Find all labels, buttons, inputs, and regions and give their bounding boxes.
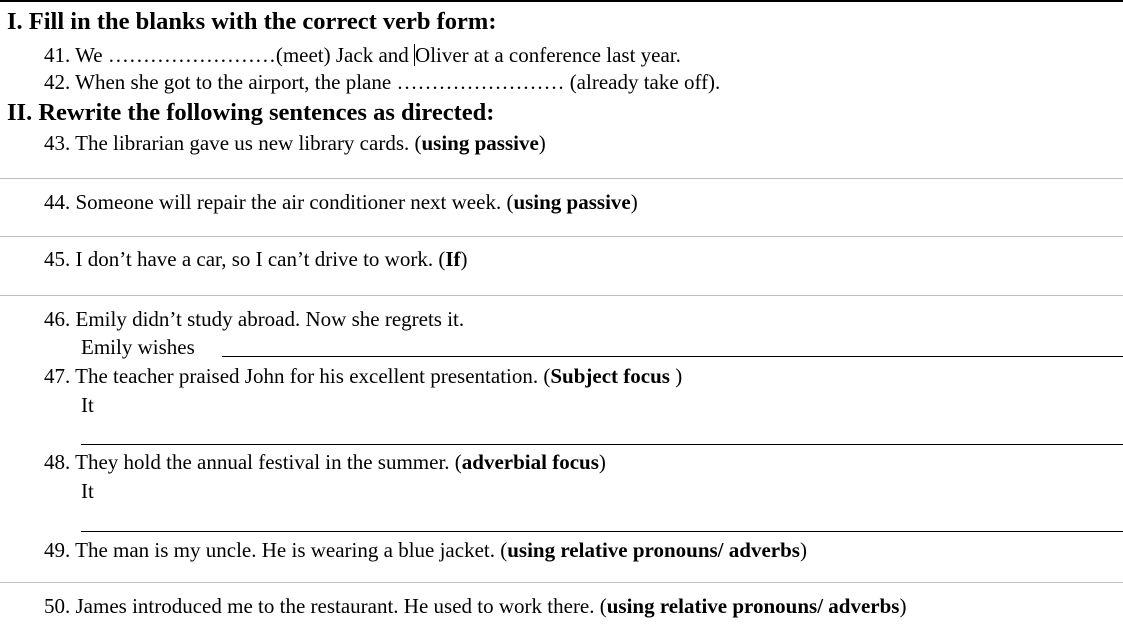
question-text-cont[interactable]: Oliver at a conference last year.	[415, 43, 681, 67]
question-number: 48.	[44, 450, 71, 474]
question-43: 43. The librarian gave us new library cards. (using passive)	[44, 131, 546, 155]
instruction-hint: using relative pronouns/ adverbs	[507, 538, 800, 562]
question-number: 49.	[44, 538, 71, 562]
question-number: 41.	[44, 43, 71, 67]
instruction-hint: using passive	[421, 131, 539, 155]
answer-line-49[interactable]	[0, 582, 1123, 583]
question-text[interactable]: When she got to the airport, the plane …………………… (already take off).	[75, 70, 721, 94]
question-text: The teacher praised John for his excellent presentation. (	[75, 364, 551, 388]
question-text: Emily didn’t study abroad. Now she regrets it.	[75, 307, 465, 331]
question-number: 43.	[44, 131, 71, 155]
question-50: 50. James introduced me to the restaurant. He used to work there. (using relative pronouns/ adverbs)	[44, 594, 907, 618]
question-text[interactable]: We ……………………(meet) Jack and	[75, 43, 415, 67]
question-46	[44, 309, 464, 330]
instruction-hint: using passive	[513, 190, 631, 214]
question-44: 44. Someone will repair the air conditioner next week. (using passive)	[44, 190, 638, 214]
section-1-heading: I. Fill in the blanks with the correct verb form:	[7, 8, 497, 35]
question-text: The man is my uncle. He is wearing a blue jacket. (	[75, 538, 508, 562]
question-number: 47.	[44, 364, 71, 388]
question-text: James introduced me to the restaurant. He used to work there. (	[75, 594, 607, 618]
instruction-hint: adverbial focus	[461, 450, 599, 474]
question-number: 42.	[44, 70, 71, 94]
answer-line-45[interactable]	[0, 295, 1123, 296]
question-42	[44, 72, 720, 93]
question-text: The librarian gave us new library cards. (	[75, 131, 422, 155]
answer-line-48[interactable]	[81, 531, 1123, 532]
answer-line-46[interactable]	[222, 356, 1123, 357]
answer-starter-46: Emily wishes	[81, 335, 195, 359]
answer-line-47[interactable]	[81, 444, 1123, 445]
instruction-hint: using relative pronouns/ adverbs	[606, 594, 900, 618]
question-41	[44, 44, 681, 66]
answer-starter-47: It	[81, 393, 94, 417]
question-number: 45.	[44, 247, 71, 271]
section-2-heading: II. Rewrite the following sentences as directed:	[7, 99, 495, 126]
question-47: 47. The teacher praised John for his excellent presentation. (Subject focus )	[44, 364, 683, 388]
top-border	[0, 0, 1123, 2]
answer-line-43[interactable]	[0, 178, 1123, 179]
instruction-hint: Subject focus	[550, 364, 670, 388]
question-49: 49. The man is my uncle. He is wearing a blue jacket. (using relative pronouns/ adverbs)	[44, 538, 807, 562]
question-text: Someone will repair the air conditioner next week. (	[75, 190, 514, 214]
question-number: 46.	[44, 307, 71, 331]
question-text: They hold the annual festival in the summer. (	[75, 450, 462, 474]
question-number: 44.	[44, 190, 71, 214]
question-number: 50.	[44, 594, 71, 618]
question-45: 45. I don’t have a car, so I can’t drive to work. (If)	[44, 247, 468, 271]
answer-starter-48: It	[81, 479, 94, 503]
instruction-hint: If	[445, 247, 461, 271]
question-text: I don’t have a car, so I can’t drive to work. (	[75, 247, 446, 271]
answer-line-44[interactable]	[0, 236, 1123, 237]
question-48: 48. They hold the annual festival in the summer. (adverbial focus)	[44, 450, 606, 474]
